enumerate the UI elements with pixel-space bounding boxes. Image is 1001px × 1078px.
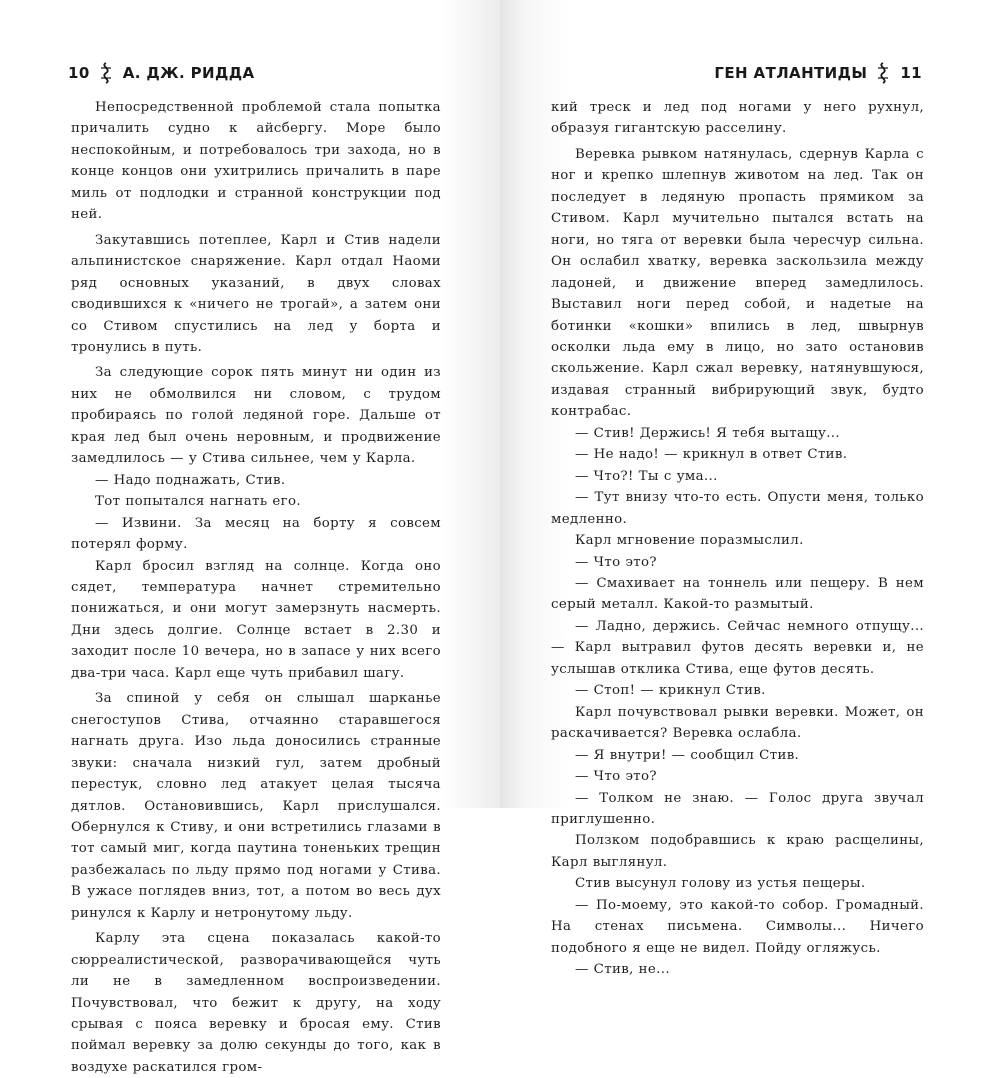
paragraph: Карл мгновение поразмыслил. <box>575 533 804 549</box>
right-body-text <box>551 97 924 981</box>
right-page <box>500 0 1001 978</box>
right-running-head <box>714 60 922 86</box>
ornament-flourish-icon <box>98 62 114 84</box>
paragraph: — Извини. За месяц на борту я совсем потерял форму. <box>71 515 441 553</box>
paragraph: — По-моему, это какой-то собор. Громадный. На стенах письмена. Символы... Ничего подобного я еще не видел. Пойду огляжусь. <box>551 897 924 956</box>
paragraph: — Толком не знаю. — Голос друга звучал приглушенно. <box>551 790 924 827</box>
paragraph: — Не надо! — крикнул в ответ Стив. <box>575 447 848 463</box>
paragraph: — Надо поднажать, Стив. <box>95 472 286 488</box>
paragraph: Карл бросил взгляд на солнце. Когда оно сядет, температура начнет стремительно понижаться, и они могут замерзнуть насмерть. Дни здесь долгие. Солнце встает в 2.30 и заходит после 10 вечера, но в запасе у них всего два-три часа. Карл еще чуть прибавил шагу. <box>71 558 441 681</box>
paragraph: — Что это? <box>575 769 657 785</box>
paragraph: Тот попытался нагнать его. <box>95 494 301 510</box>
paragraph: Закутавшись потеплее, Карл и Стив надели альпинистское снаряжение. Карл отдал Наоми ряд основных указаний, в двух словах сводившихся к «ничего не трогай», а затем они со Стивом спустились на лед у борта и тронулись в путь. <box>71 232 441 355</box>
left-running-head-title: А. ДЖ. РИДДА <box>122 64 255 82</box>
paragraph: Карлу эта сцена показалась какой-то сюрреалистической, разворачивающейся чуть ли не в замедленном воспроизведении. Почувствовал, что бежит к другу, на ходу срывая с пояса веревку и бросая ему. Стив поймал веревку за долю секунды до того, как в воздухе раскатился гром- <box>71 931 441 1075</box>
ornament-flourish-icon <box>875 62 891 84</box>
paragraph: — Что?! Ты с ума... <box>575 468 718 484</box>
paragraph: Карл почувствовал рывки веревки. Может, он раскачивается? Веревка ослабла. <box>551 704 924 742</box>
paragraph: За следующие сорок пять минут ни один из них не обмолвился ни словом, с трудом пробираясь по голой ледяной горе. Дальше от края лед был очень неровным, и продвижение замедлилось — у Стива сильнее, чем у Карла. <box>71 365 441 467</box>
right-page-number: 11 <box>900 64 922 82</box>
paragraph: — Тут внизу что-то есть. Опусти меня, только медленно. <box>551 490 924 527</box>
left-running-head <box>68 60 255 86</box>
paragraph: — Я внутри! — сообщил Стив. <box>575 747 800 763</box>
paragraph: — Стив, не... <box>575 962 670 978</box>
paragraph: За спиной у себя он слышал шарканье снегоступов Стива, отчаянно старавшегося нагнать друга. Изо льда доносились странные звуки: сначала низкий гул, затем дробный перестук, словно лед атакует целая тысяча дятлов. Остановившись, Карл прислушался. Обернулся к Стиву, и они встретились глазами в тот самый миг, когда паутина тоненьких трещин разбежалась по льду прямо под ногами у Стива. В ужасе поглядев вниз, тот, а потом во весь дух ринулся к Карлу и нетронутому льду. <box>71 691 441 921</box>
left-page <box>0 0 500 1075</box>
left-page-number: 10 <box>68 64 90 82</box>
left-body-text <box>71 97 441 1078</box>
paragraph-continuation: кий треск и лед под ногами у него рухнул, образуя гигантскую расселину. <box>551 100 924 137</box>
paragraph: Стив высунул голову из устья пещеры. <box>575 876 866 892</box>
paragraph: — Ладно, держись. Сейчас немного отпущу... — Карл вытравил футов десять веревки и, не услышав отклика Стива, еще футов десять. <box>551 618 924 677</box>
right-running-head-title: ГЕН АТЛАНТИДЫ <box>714 64 868 82</box>
paragraph: — Смахивает на тоннель или пещеру. В нем серый металл. Какой-то размытый. <box>551 575 924 613</box>
paragraph: — Стив! Держись! Я тебя вытащу... <box>575 425 840 441</box>
paragraph: Ползком подобравшись к краю расщелины, Карл выглянул. <box>551 833 924 870</box>
paragraph: Непосредственной проблемой стала попытка причалить судно к айсбергу. Море было неспокойным, и потребовалось три захода, но в конце концов они ухитрились причалить в паре миль от подлодки и странной конструкции под ней. <box>71 100 441 223</box>
paragraph: — Что это? <box>575 554 657 570</box>
paragraph: Веревка рывком натянулась, сдернув Карла с ног и крепко шлепнув животом на лед. Так он последует в ледяную пропасть прямиком за Стивом. Карл мучительно пытался встать на ноги, но тяга от веревки была чересчур сильна. Он ослабил хватку, веревка заскользила между ладоней, и движение вперед замедлилось. Выставил ноги перед собой, и надетые на ботинки «кошки» впились в лед, швырнув осколки льда ему в лицо, но зато остановив скольжение. Карл сжал веревку, натянувшуюся, издавая странный вибрирующий звук, будто контрабас. <box>551 146 924 420</box>
paragraph: — Стоп! — крикнул Стив. <box>575 683 766 699</box>
